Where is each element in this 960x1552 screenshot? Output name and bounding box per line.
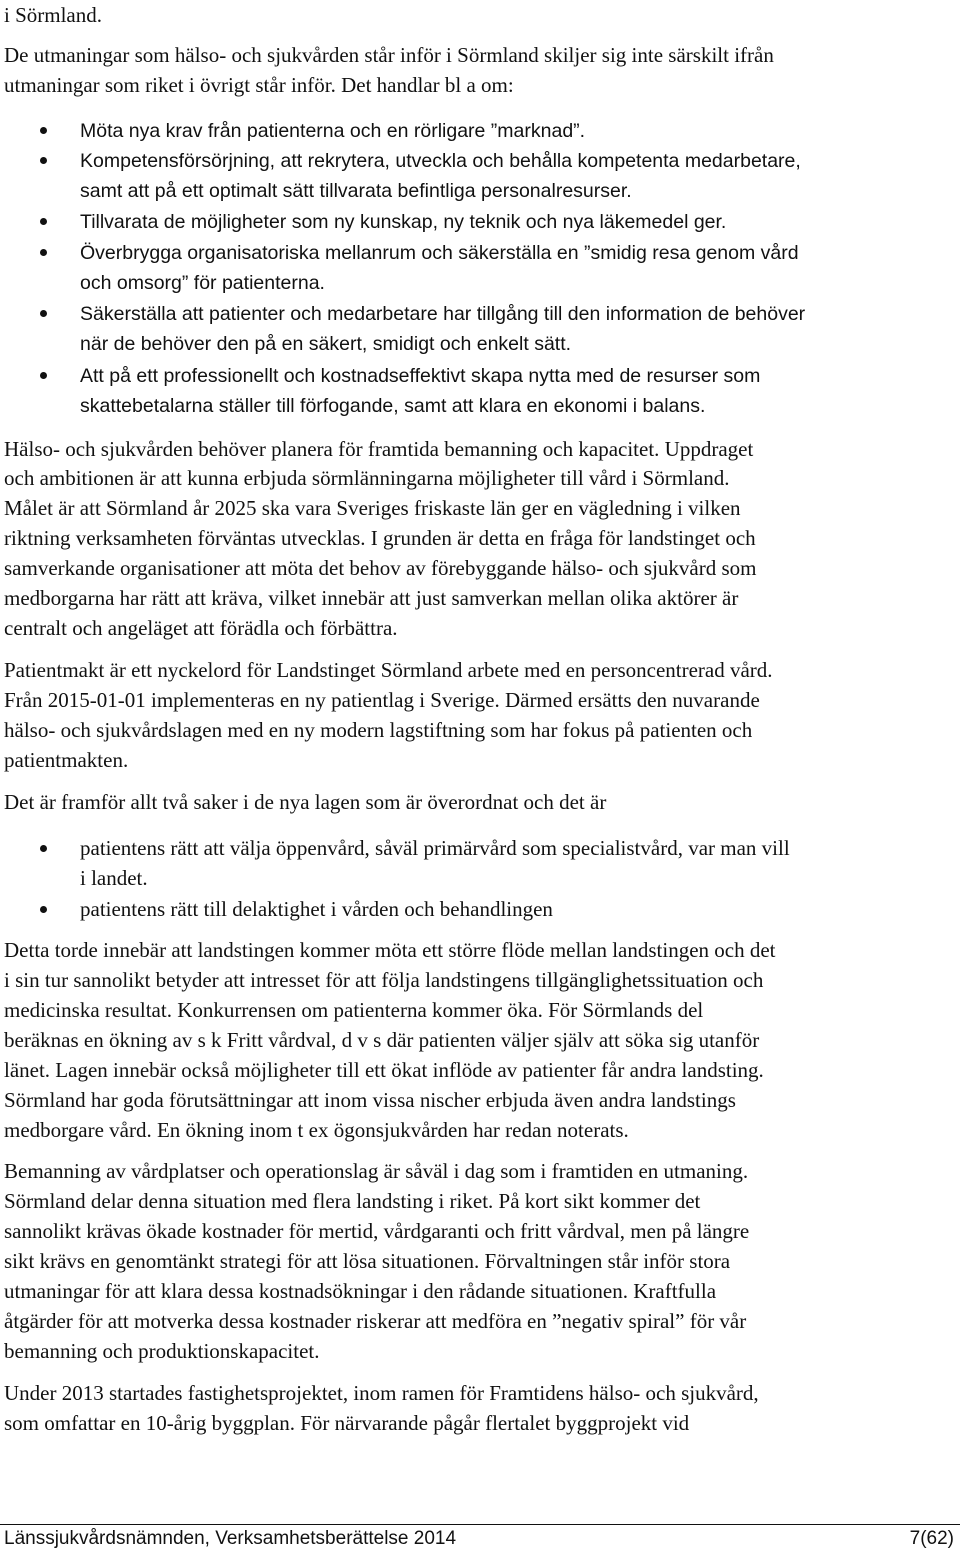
paragraph-line: Bemanning av vårdplatser och operationslag är såväl i dag som i framtiden en utmaning. — [4, 1159, 749, 1183]
paragraph-line: och ambitionen är att kunna erbjuda sörmlänningarna möjligheter till vård i Sörmland. — [4, 466, 730, 490]
paragraph-line: Målet är att Sörmland år 2025 ska vara Sveriges friskaste län ger en vägledning i vilken — [4, 496, 741, 520]
paragraph-line: länet. Lagen innebär också möjligheter till ett ökat inflöde av patienter får andra landsting. — [4, 1058, 764, 1082]
paragraph-line: som omfattar en 10-årig byggplan. För närvarande pågår flertalet byggprojekt vid — [4, 1411, 690, 1435]
list-item: samt att på ett optimalt sätt tillvarata befintliga personalresurser. — [80, 180, 632, 202]
paragraph-line: centralt och angeläget att förädla och förbättra. — [4, 616, 398, 640]
paragraph-line: sannolikt krävas ökade kostnader för mertid, vårdgaranti och fritt vårdval, men på längre — [4, 1219, 750, 1243]
paragraph-line: åtgärder för att motverka dessa kostnader riskerar att medföra en ”negativ spiral” för vår — [4, 1309, 747, 1333]
bullet-icon — [40, 249, 47, 256]
paragraph-line: riktning verksamheten förväntas utvecklas. I grunden är detta en fråga för landstinget och — [4, 526, 756, 550]
paragraph-line: i sin tur sannolikt betyder att intresset för att följa landstingens tillgänglighetssituation och — [4, 968, 764, 992]
paragraph-line: samverkande organisationer att möta det behov av förebyggande hälso- och sjukvård som — [4, 556, 757, 580]
list-item: patientens rätt till delaktighet i vården och behandlingen — [80, 897, 553, 921]
footer-divider — [0, 1524, 960, 1525]
paragraph-line: medborgarna har rätt att kräva, vilket innebär att just samverkan mellan olika aktörer är — [4, 586, 739, 610]
list-item: patientens rätt att välja öppenvård, såväl primärvård som specialistvård, var man vill — [80, 836, 790, 860]
paragraph-line: Detta torde innebär att landstingen kommer möta ett större flöde mellan landstingen och det — [4, 938, 776, 962]
paragraph-line: hälso- och sjukvårdslagen med en ny modern lagstiftning som har fokus på patienten och — [4, 718, 753, 742]
list-item: Möta nya krav från patienterna och en rörligare ”marknad”. — [80, 120, 586, 142]
paragraph-line: patientmakten. — [4, 748, 129, 772]
paragraph-line: Sörmland har goda förutsättningar att inom vissa nischer erbjuda även andra landstings — [4, 1088, 736, 1112]
bullet-icon — [40, 906, 47, 913]
intro-line: De utmaningar som hälso- och sjukvården står inför i Sörmland skiljer sig inte särskilt ifrån — [4, 43, 774, 67]
paragraph-law-intro: Det är framför allt två saker i de nya lagen som är överordnat och det är — [4, 790, 607, 814]
list-item: i landet. — [80, 866, 148, 890]
paragraph-line: Hälso- och sjukvården behöver planera för framtida bemanning och kapacitet. Uppdraget — [4, 437, 754, 461]
paragraph-line: medicinska resultat. Konkurrensen om patienterna kommer öka. För Sörmlands del — [4, 998, 704, 1022]
paragraph-line: Patientmakt är ett nyckelord för Landstinget Sörmland arbete med en personcentrerad vård. — [4, 658, 773, 682]
list-item: Att på ett professionellt och kostnadseffektivt skapa nytta med de resurser som — [80, 365, 761, 387]
paragraph-line: bemanning och produktionskapacitet. — [4, 1339, 320, 1363]
paragraph-line: Från 2015-01-01 implementeras en ny patientlag i Sverige. Därmed ersätts den nuvarande — [4, 688, 760, 712]
list-item: skattebetalarna ställer till förfogande, samt att klara en ekonomi i balans. — [80, 395, 706, 417]
paragraph-line: medborgare vård. En ökning inom t ex ögonsjukvården har redan noterats. — [4, 1118, 629, 1142]
bullet-icon — [40, 310, 47, 317]
paragraph-line: beräknas en ökning av s k Fritt vårdval, d v s där patienten väljer själv att söka sig utanför — [4, 1028, 760, 1052]
list-item: Säkerställa att patienter och medarbetare har tillgång till den information de behöver — [80, 303, 806, 325]
paragraph-line: Under 2013 startades fastighetsprojektet, inom ramen för Framtidens hälso- och sjukvård, — [4, 1381, 759, 1405]
bullet-icon — [40, 127, 47, 134]
bullet-icon — [40, 845, 47, 852]
bullet-icon — [40, 372, 47, 379]
list-item: och omsorg” för patienterna. — [80, 272, 325, 294]
footer-title: Länssjukvårdsnämnden, Verksamhetsberättelse 2014 — [4, 1528, 457, 1549]
bullet-icon — [40, 157, 47, 164]
page-number: 7(62) — [909, 1528, 954, 1549]
list-item: när de behöver den på en säkert, smidigt och enkelt sätt. — [80, 333, 572, 355]
paragraph-line: sikt krävs en genomtänkt strategi för att lösa situationen. Förvaltningen står inför stora — [4, 1249, 731, 1273]
list-item: Överbrygga organisatoriska mellanrum och säkerställa en ”smidig resa genom vård — [80, 242, 799, 264]
list-item: Kompetensförsörjning, att rekrytera, utveckla och behålla kompetenta medarbetare, — [80, 150, 801, 172]
intro-line: utmaningar som riket i övrigt står inför. Det handlar bl a om: — [4, 73, 514, 97]
intro-line: i Sörmland. — [4, 3, 102, 27]
bullet-icon — [40, 218, 47, 225]
paragraph-line: Sörmland delar denna situation med flera landsting i riket. På kort sikt kommer det — [4, 1189, 701, 1213]
list-item: Tillvarata de möjligheter som ny kunskap, ny teknik och nya läkemedel ger. — [80, 211, 727, 233]
paragraph-line: utmaningar för att klara dessa kostnadsökningar i den rådande situationen. Kraftfulla — [4, 1279, 717, 1303]
